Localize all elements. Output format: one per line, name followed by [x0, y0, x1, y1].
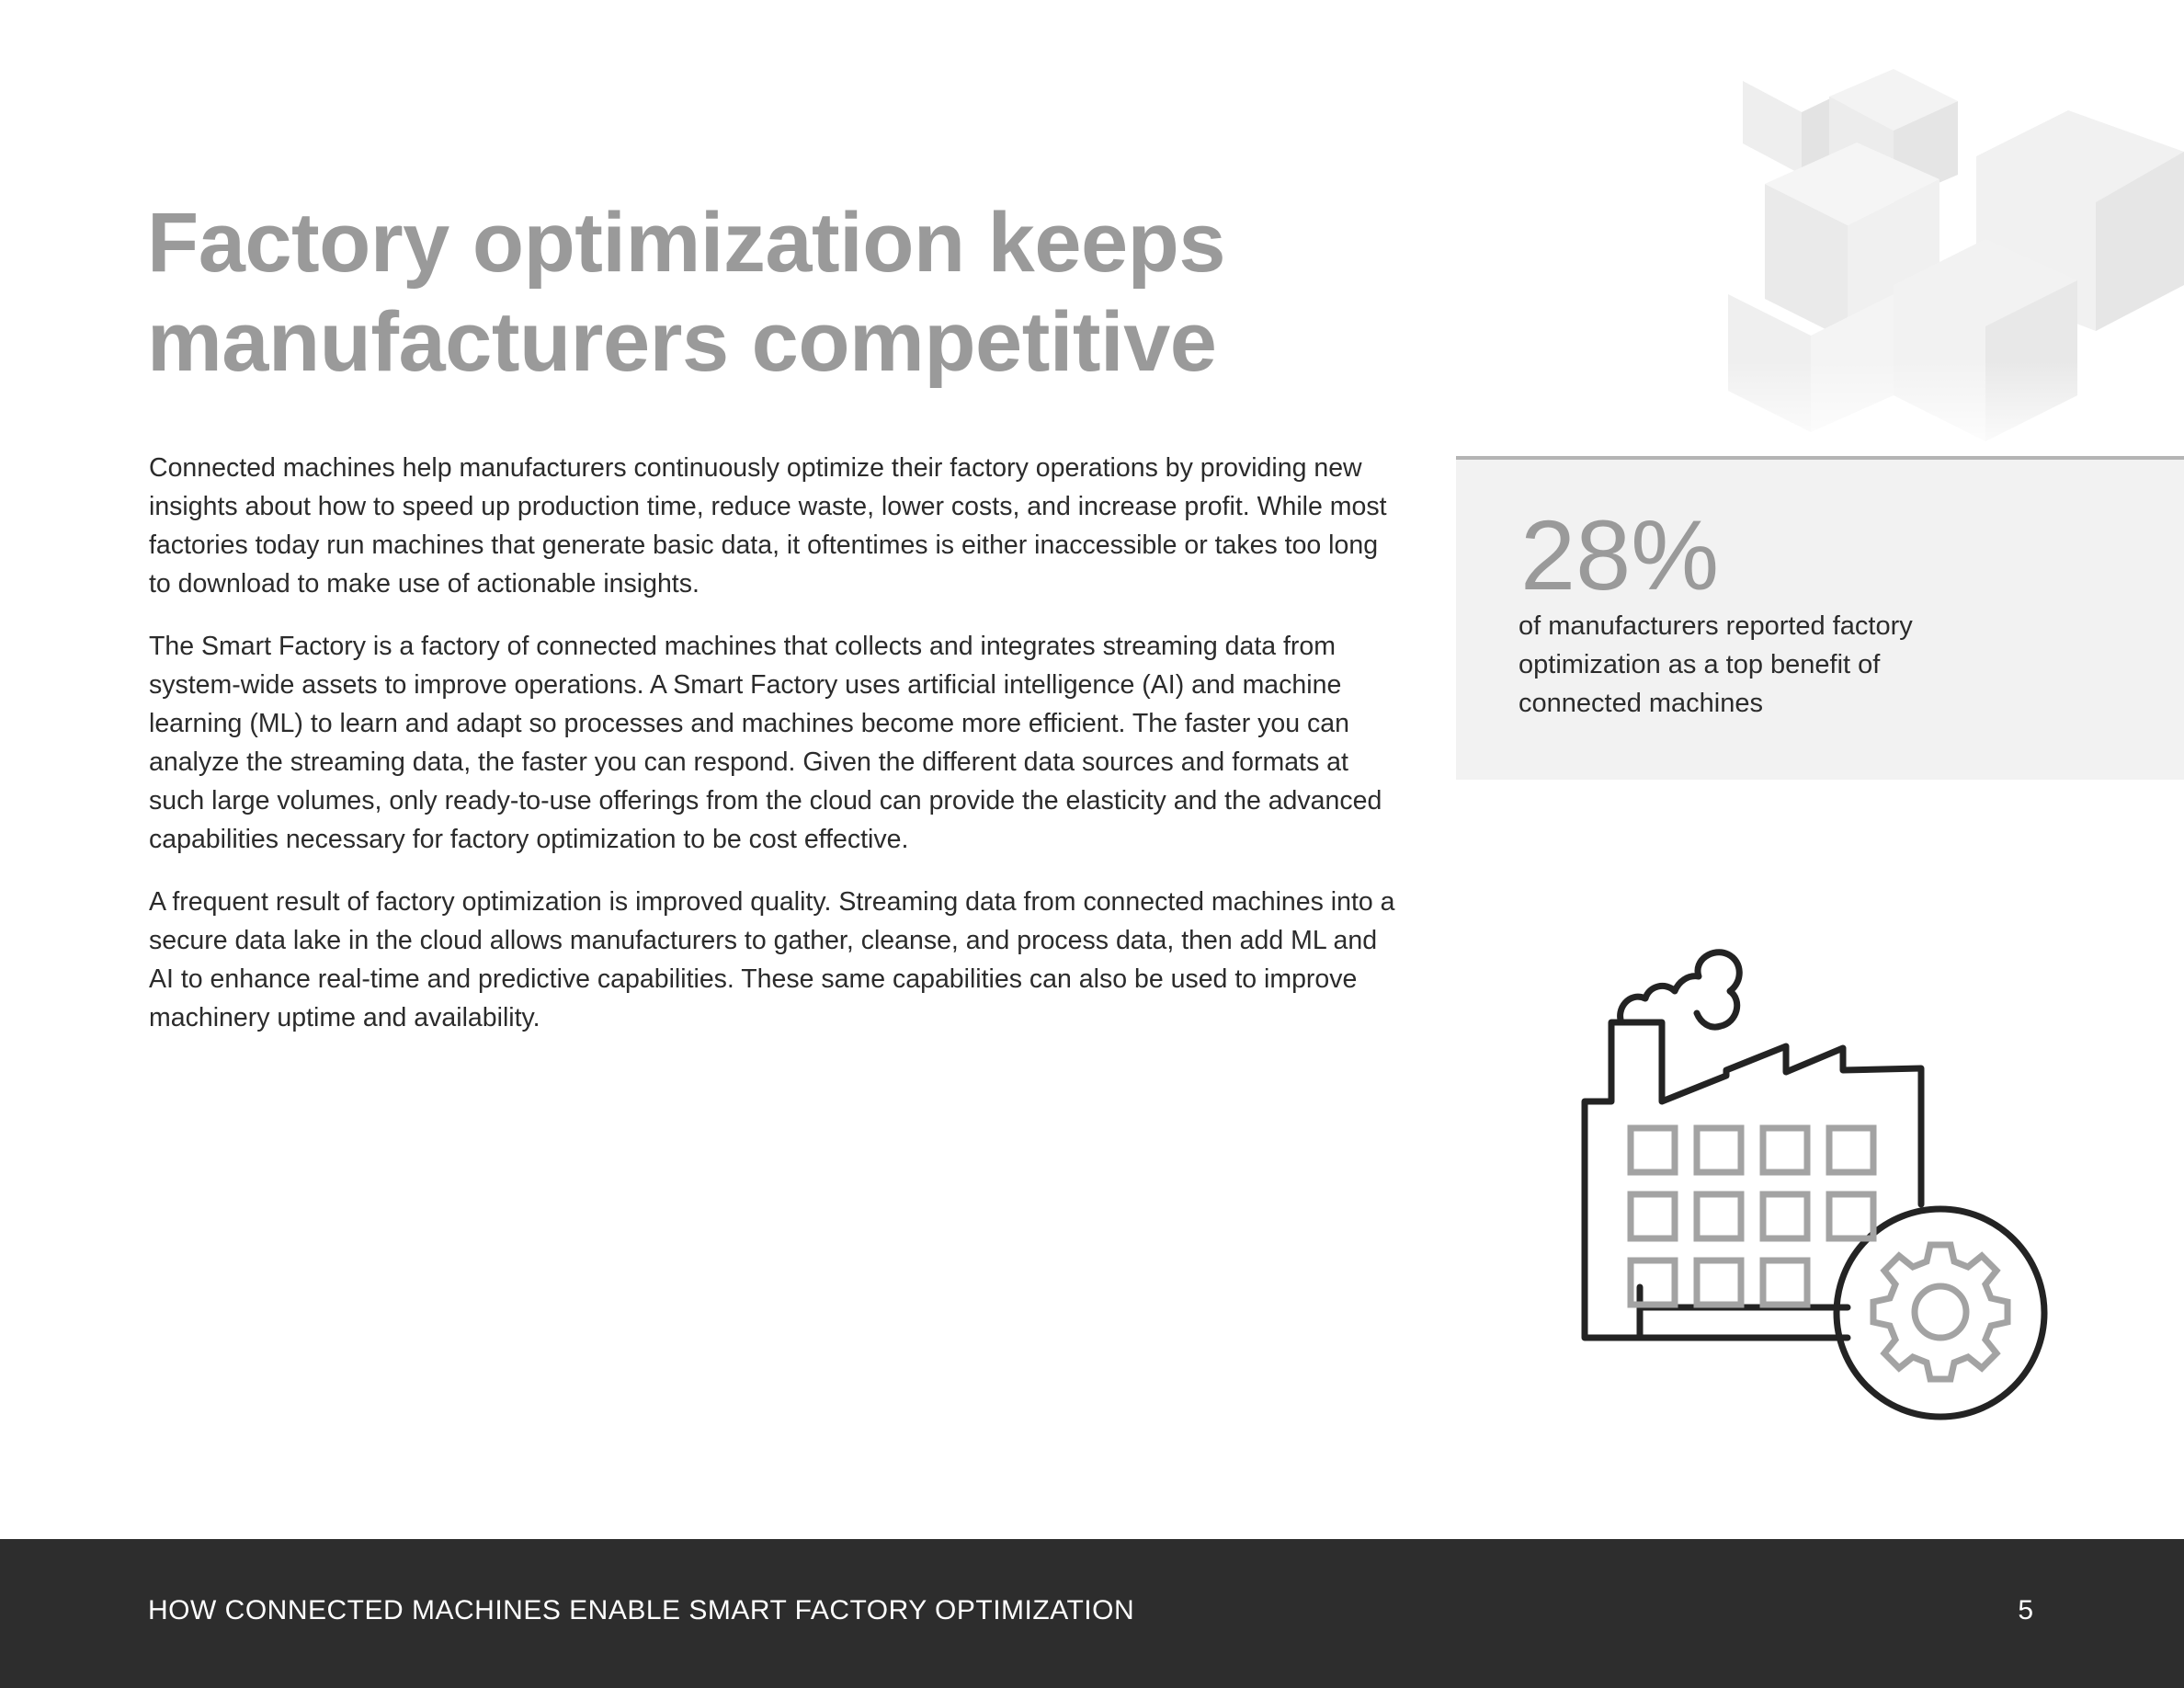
- page-title-line-2: manufacturers competitive: [147, 295, 1217, 389]
- footer-title: HOW CONNECTED MACHINES ENABLE SMART FACTORY OPTIMIZATION: [148, 1595, 1135, 1625]
- page-number: 5: [2018, 1595, 2033, 1625]
- paragraph: Connected machines help manufacturers continuously optimize their factory operations by providing new insights about how to speed up production time, reduce waste, lower costs, and increase profit. While most factories today run machines that generate basic data, it oftentimes is either inaccessible or takes too long to download to make use of actionable insights.: [149, 453, 1387, 599]
- body-text: [149, 449, 1399, 1061]
- footer: [0, 1539, 2184, 1688]
- stat-callout-box: [1456, 456, 2184, 780]
- stat-value: 28%: [1520, 499, 1720, 610]
- page-title: [147, 193, 1342, 392]
- decorative-cubes-graphic: [1710, 64, 2184, 460]
- factory-gear-icon: [1563, 938, 2077, 1434]
- paragraph: A frequent result of factory optimization is improved quality. Streaming data from connected machines into a secure data lake in the cloud allows manufacturers to gather, cleanse, and process data, then add ML and AI to enhance real-time and predictive capabilities. These same capabilities can also be used to improve machinery uptime and availability.: [149, 887, 1395, 1032]
- stat-description: of manufacturers reported factory optimization as a top benefit of connected machines: [1519, 611, 1913, 718]
- page-title-line-1: Factory optimization keeps: [147, 196, 1226, 290]
- paragraph: The Smart Factory is a factory of connected machines that collects and integrates streaming data from system-wide assets to improve operations. A Smart Factory uses artificial intelligence (AI) and machine learning (ML) to learn and adapt so processes and machines become more efficient. The faster you can analyze the streaming data, the faster you can respond. Given the different data sources and formats at such large volumes, only ready-to-use offerings from the cloud can provide the elasticity and the advanced capabilities necessary for factory optimization to be cost effective.: [149, 632, 1382, 854]
